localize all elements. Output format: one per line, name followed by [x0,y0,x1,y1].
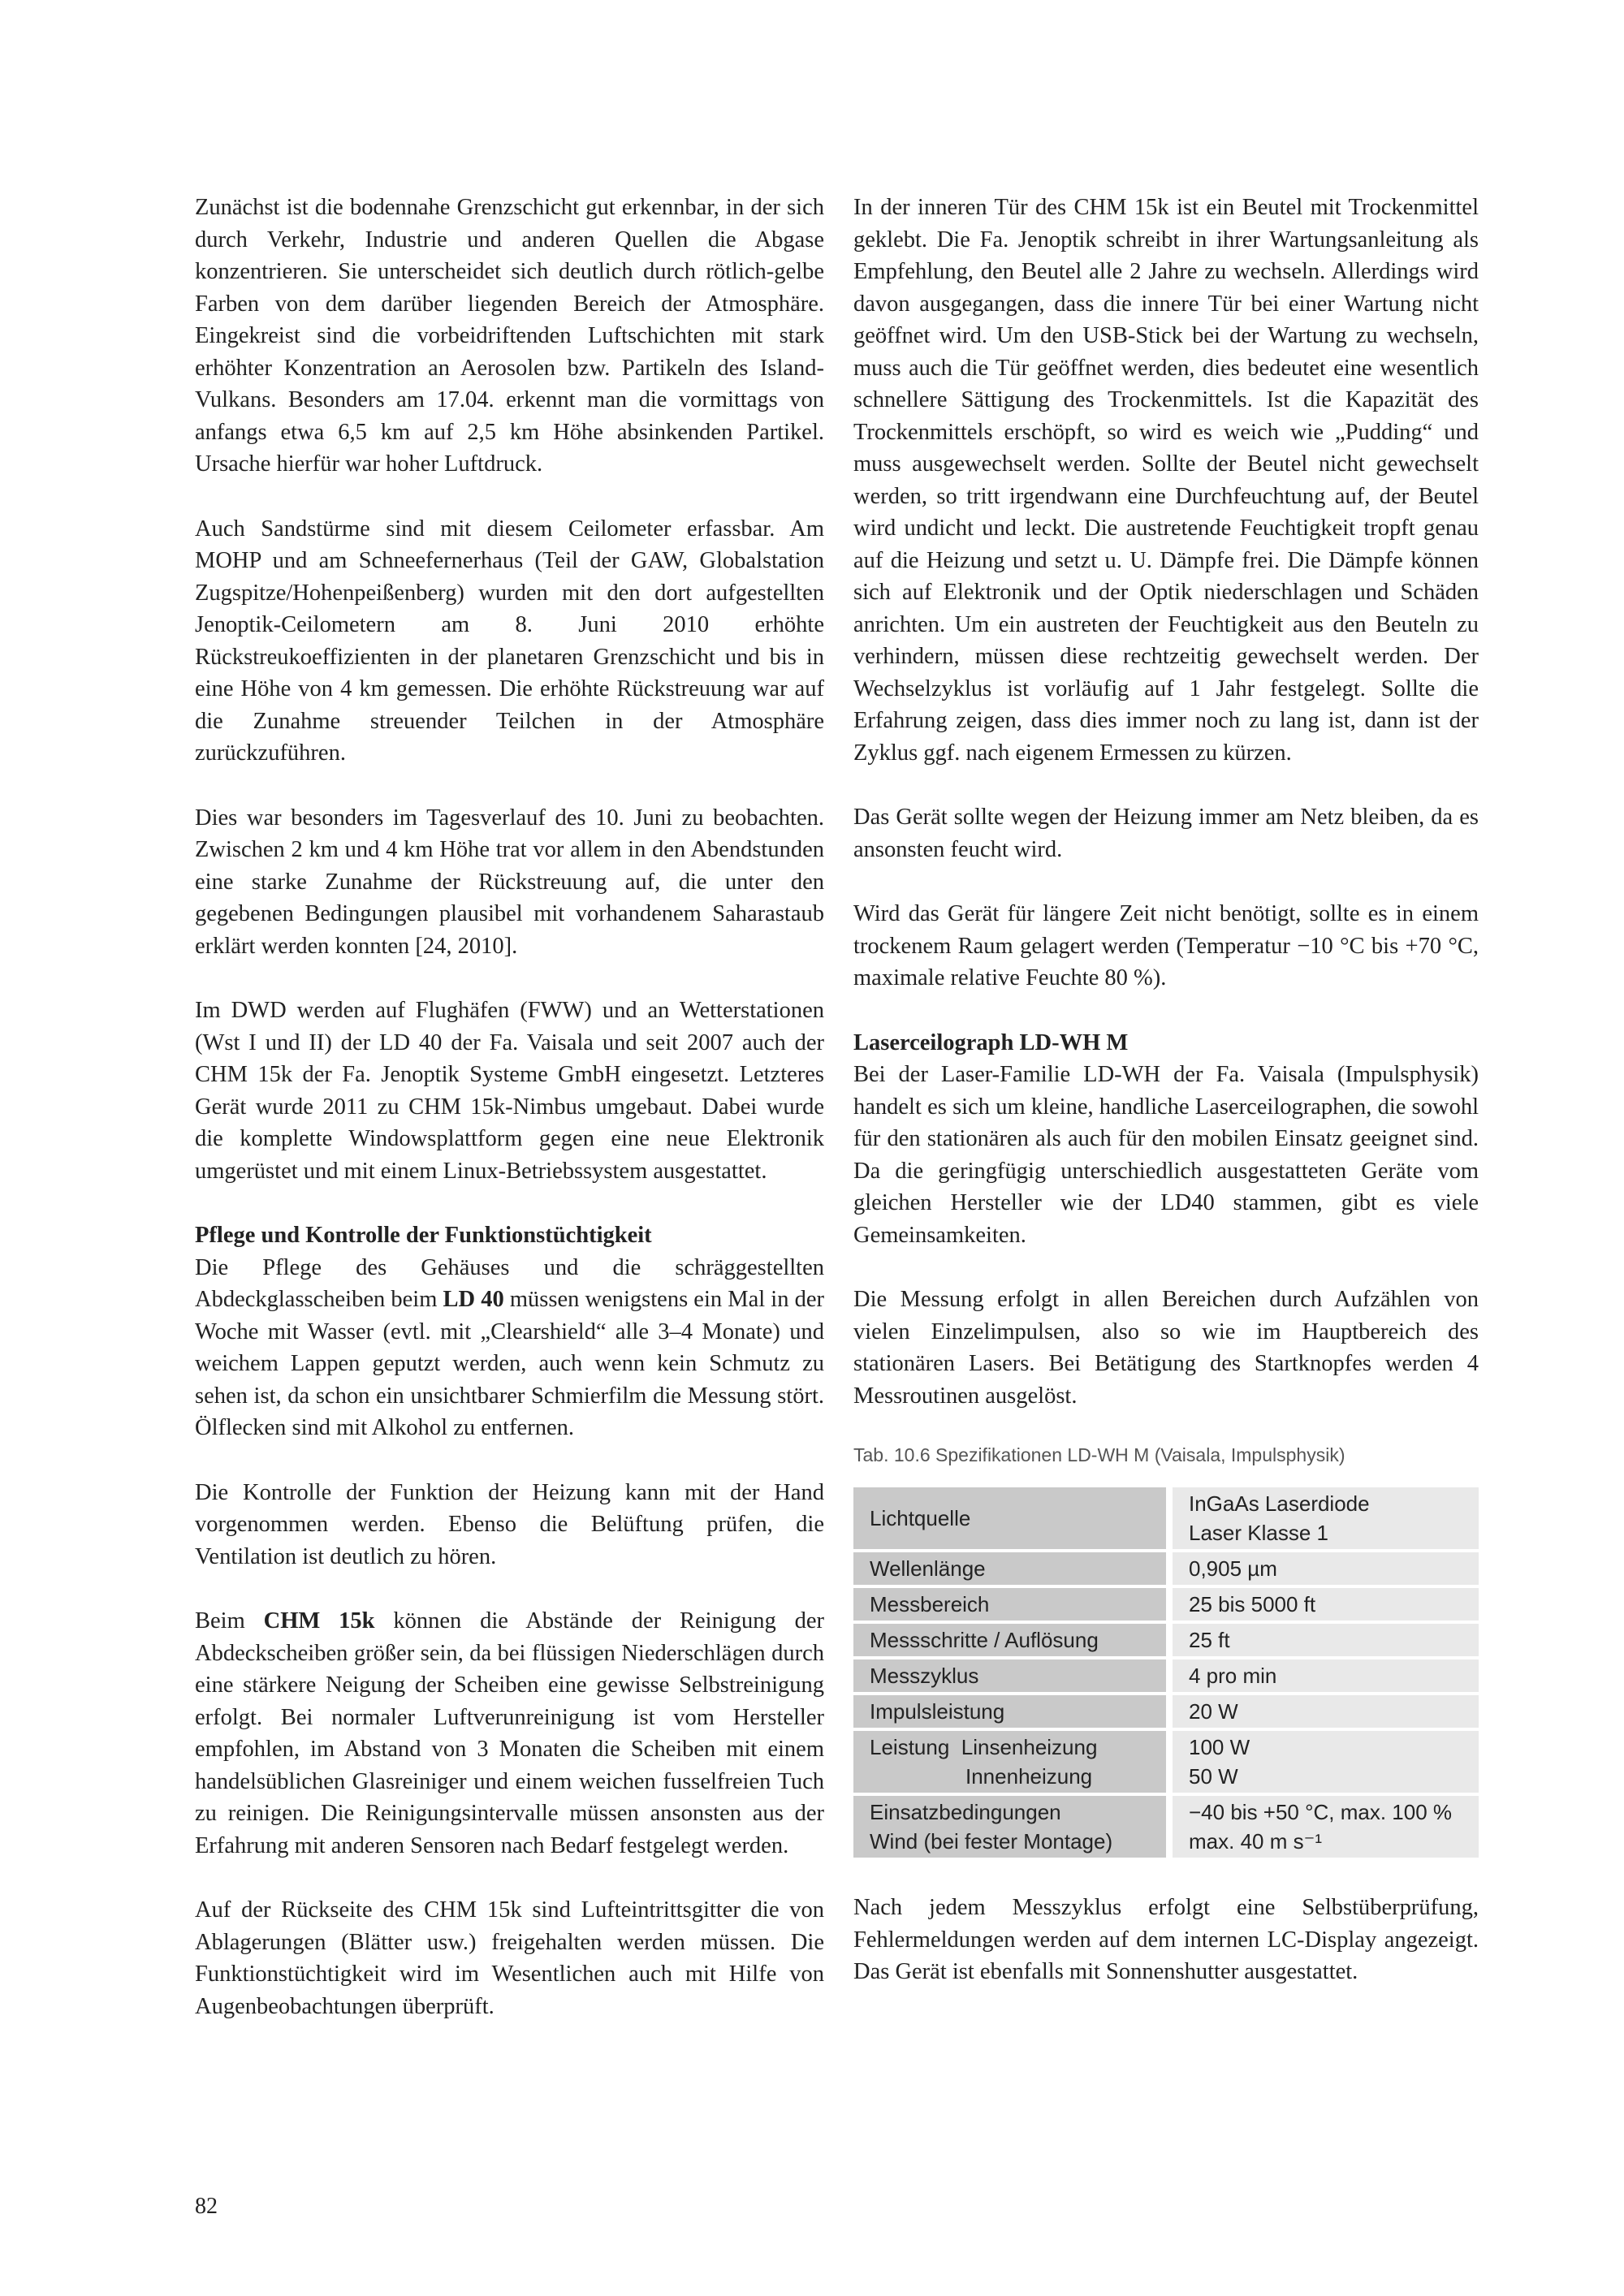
spec-value-line: Laser Klasse 1 [1189,1521,1328,1545]
table-row [853,1796,1479,1858]
spec-value-line: 100 W [1189,1735,1250,1759]
section-heading: Laserceilograph LD-WH M [853,1029,1129,1055]
spec-key-line: Einsatzbedingungen [870,1800,1061,1824]
page-number: 82 [195,2194,218,2219]
table-row [853,1659,1479,1692]
spec-value-line: −40 bis +50 °C, max. 100 % [1189,1800,1453,1824]
table-row [853,1588,1479,1621]
text-run: Die Pflege des Gehäuses und die schräggestellten Abdeckglasscheiben beim [195,1254,824,1312]
spec-value [1173,1624,1479,1656]
spec-value-line: max. 40 m s⁻¹ [1189,1829,1322,1854]
device-term: LD 40 [443,1287,504,1312]
spec-value [1173,1695,1479,1728]
spec-value-line: 0,905 µm [1189,1556,1277,1581]
paragraph: Bei der Laser-Familie LD-WH der Fa. Vaisala (Impulsphysik) handelt es sich um kleine, handliche Laserceilographen, die sowohl für den stationären als auch für den mobilen Einsatz geeignet sind. Da die geringfügig unterschiedlich ausgestatteten Geräte vom gleichen Hersteller wie der LD40 stammen, gibt es viele Gemeinsamkeiten. [853,1062,1479,1248]
spec-key [853,1588,1173,1621]
spec-key [853,1487,1173,1549]
paragraph: Im DWD werden auf Flughäfen (FWW) und an Wetterstationen (Wst I und II) der LD 40 der Fa. Vaisala und seit 2007 auch der CHM 15k der Fa. Jenoptik Systeme GmbH eingesetzt. Letzteres Gerät wurde 2011 zu CHM 15k-Nimbus umgebaut. Dabei wurde die komplette Windowsplattform gegen eine neue Elektronik umgerüstet und mit einem Linux-Betriebssystem ausgestattet. [195,998,824,1184]
table-row [853,1552,1479,1585]
paragraph: Die Kontrolle der Funktion der Heizung kann mit der Hand vorgenommen werden. Ebenso die Belüftung prüfen, die Ventilation ist deutlich zu hören. [195,1479,824,1569]
paragraph: Die Messung erfolgt in allen Bereichen durch Aufzählen von vielen Einzelimpulsen, also so wie im Hauptbereich des stationären Lasers. Bei Betätigung des Startknopfes werden 4 Messroutinen ausgelöst. [853,1287,1479,1409]
spec-key-line: Messschritte / Auflösung [870,1628,1099,1652]
paragraph: Zunächst ist die bodennahe Grenzschicht gut erkennbar, in der sich durch Verkehr, Industrie und anderen Quellen die Abgase konzentrieren. Sie unterscheidet sich deutlich durch rötlich-gelbe Farben von dem darüber liegenden Bereich der Atmosphäre. Eingekreist sind die vorbeidriftenden Luftschichten mit stark erhöhter Konzentration an Aerosolen bzw. Partikeln des Island-Vulkans. Besonders am 17.04. erkennt man die vormittags von anfangs etwa 6,5 km auf 2,5 km Höhe absinkenden Partikel. Ursache hierfür war hoher Luftdruck. [195,195,824,477]
spec-key-line: Impulsleistung [870,1699,1005,1724]
paragraph [195,1252,824,1444]
spec-key [853,1695,1173,1728]
spec-key [853,1659,1173,1692]
table-row [853,1487,1479,1549]
table-row [853,1731,1479,1793]
spec-key [853,1624,1173,1656]
spec-key [853,1552,1173,1585]
spec-key-line: Innenheizung [965,1764,1093,1789]
spec-key-line: Leistung Linsenheizung [870,1735,1098,1759]
spec-value-line: 20 W [1189,1699,1238,1724]
text-run: müssen wenigstens ein Mal in der Woche mit Wasser (evtl. mit „Clearshield“ alle 3–4 Monate) und weichem Lappen geputzt werden, auch wenn kein Schmutz zu sehen ist, da schon ein unsichtbarer Schmierfilm die Messung stört. Ölflecken sind mit Alkohol zu entfernen. [195,1287,825,1440]
paragraph: Auch Sandstürme sind mit diesem Ceilometer erfassbar. Am MOHP und am Schneefernerhaus (Teil der GAW, Globalstation Zugspitze/Hohenpeißenberg) wurden mit den dort aufgestellten Jenoptik-Ceilometern am 8. Juni 2010 erhöhte Rückstreukoeffizienten in der planetaren Grenzschicht und bis in eine Höhe von 4 km gemessen. Die erhöhte Rückstreuung war auf die Zunahme streuender Teilchen in der Atmosphäre zurückzuführen. [195,516,824,766]
spec-value [1173,1487,1479,1549]
table-row [853,1695,1479,1728]
spec-value [1173,1796,1479,1858]
left-column [195,192,824,2055]
spec-key-line: Messzyklus [870,1664,979,1688]
text-run: Beim [195,1608,264,1634]
right-column [853,192,1479,2021]
device-term: CHM 15k [263,1608,375,1634]
spec-value-line: InGaAs Laserdiode [1189,1491,1370,1516]
text-run: können die Abstände der Reinigung der Abdeckscheiben größer sein, da bei flüssigen Niederschlägen durch eine stärkere Neigung der Scheiben eine gewisse Selbstreinigung erfolgt. Bei normaler Luftverunreinigung ist vom Hersteller empfohlen, im Abstand von 3 Monaten die Scheiben mit einem handelsüblichen Glasreiniger und einem weichen fusselfreien Tuch zu reinigen. Die Reinigungsintervalle müssen ansonsten aus der Erfahrung mit anderen Sensoren nach Bedarf festgelegt werden. [195,1608,825,1858]
spec-value-line: 25 ft [1189,1628,1230,1652]
table-row [853,1624,1479,1656]
spec-key-line: Wellenlänge [870,1556,986,1581]
spec-key-line: Messbereich [870,1592,990,1616]
spec-value [1173,1731,1479,1793]
table-caption: Tab. 10.6 Spezifikationen LD-WH M (Vaisala, Impulsphysik) [853,1444,1345,1465]
spec-key [853,1731,1173,1793]
spec-key-line: Wind (bei fester Montage) [870,1829,1113,1854]
paragraph: Wird das Gerät für längere Zeit nicht benötigt, sollte es in einem trockenem Raum gelagert werden (Temperatur −10 °C bis +70 °C, maximale relative Feuchte 80 %). [853,901,1479,990]
paragraph: Nach jedem Messzyklus erfolgt eine Selbstüberprüfung, Fehlermeldungen werden auf dem internen LC-Display angezeigt. Das Gerät ist ebenfalls mit Sonnenshutter ausgestattet. [853,1895,1479,1984]
spec-table [853,1484,1479,1861]
section-heading: Pflege und Kontrolle der Funktionstüchtigkeit [195,1223,652,1248]
spec-value-line: 4 pro min [1189,1664,1277,1688]
paragraph: Auf der Rückseite des CHM 15k sind Lufteintrittsgitter die von Ablagerungen (Blätter usw.) freigehalten werden müssen. Die Funktionstüchtigkeit wird im Wesentlichen auch mit Hilfe von Augenbeobachtungen überprüft. [195,1897,824,2019]
paragraph [195,1605,824,1862]
spec-key [853,1796,1173,1858]
spec-value [1173,1659,1479,1692]
paragraph: Das Gerät sollte wegen der Heizung immer am Netz bleiben, da es ansonsten feucht wird. [853,805,1479,862]
spec-value [1173,1588,1479,1621]
spec-value [1173,1552,1479,1585]
spec-value-line: 25 bis 5000 ft [1189,1592,1316,1616]
spec-value-line: 50 W [1189,1764,1238,1789]
paragraph: In der inneren Tür des CHM 15k ist ein Beutel mit Trockenmittel geklebt. Die Fa. Jenoptik schreibt in ihrer Wartungsanleitung als Empfehlung, den Beutel alle 2 Jahre zu wechseln. Allerdings wird davon ausgegangen, dass die innere Tür bei einer Wartung nicht geöffnet wird. Um den USB-Stick bei der Wartung zu wechseln, muss auch die Tür geöffnet werden, dies bedeutet eine wesentlich schnellere Sättigung des Trockenmittels. Ist die Kapazität des Trockenmittels erschöpft, so wird es weich wie „Pudding“ und muss ausgewechselt werden. Sollte der Beutel nicht gewechselt werden, so tritt irgendwann eine Durchfeuchtung auf, der Beutel wird undicht und leckt. Die austretende Feuchtigkeit tropft genau auf die Heizung und setzt u. U. Dämpfe frei. Die Dämpfe können sich auf Elektronik und der Optik niederschlagen und Schäden anrichten. Um ein austreten der Feuchtigkeit aus den Beuteln zu verhindern, müssen diese rechtzeitig gewechselt werden. Der Wechselzyklus ist vorläufig auf 1 Jahr festgelegt. Sollte die Erfahrung zeigen, dass dies immer noch zu lang ist, dann ist der Zyklus ggf. nach eigenem Ermessen zu kürzen. [853,195,1479,766]
spec-key-line: Lichtquelle [870,1506,971,1530]
paragraph: Dies war besonders im Tagesverlauf des 10. Juni zu beobachten. Zwischen 2 km und 4 km Höhe trat vor allem in den Abendstunden eine starke Zunahme der Rückstreuung auf, die unter den gegebenen Bedingungen plausibel mit vorhandenem Saharastaub erklärt werden konnten [24, 2010]. [195,805,824,959]
